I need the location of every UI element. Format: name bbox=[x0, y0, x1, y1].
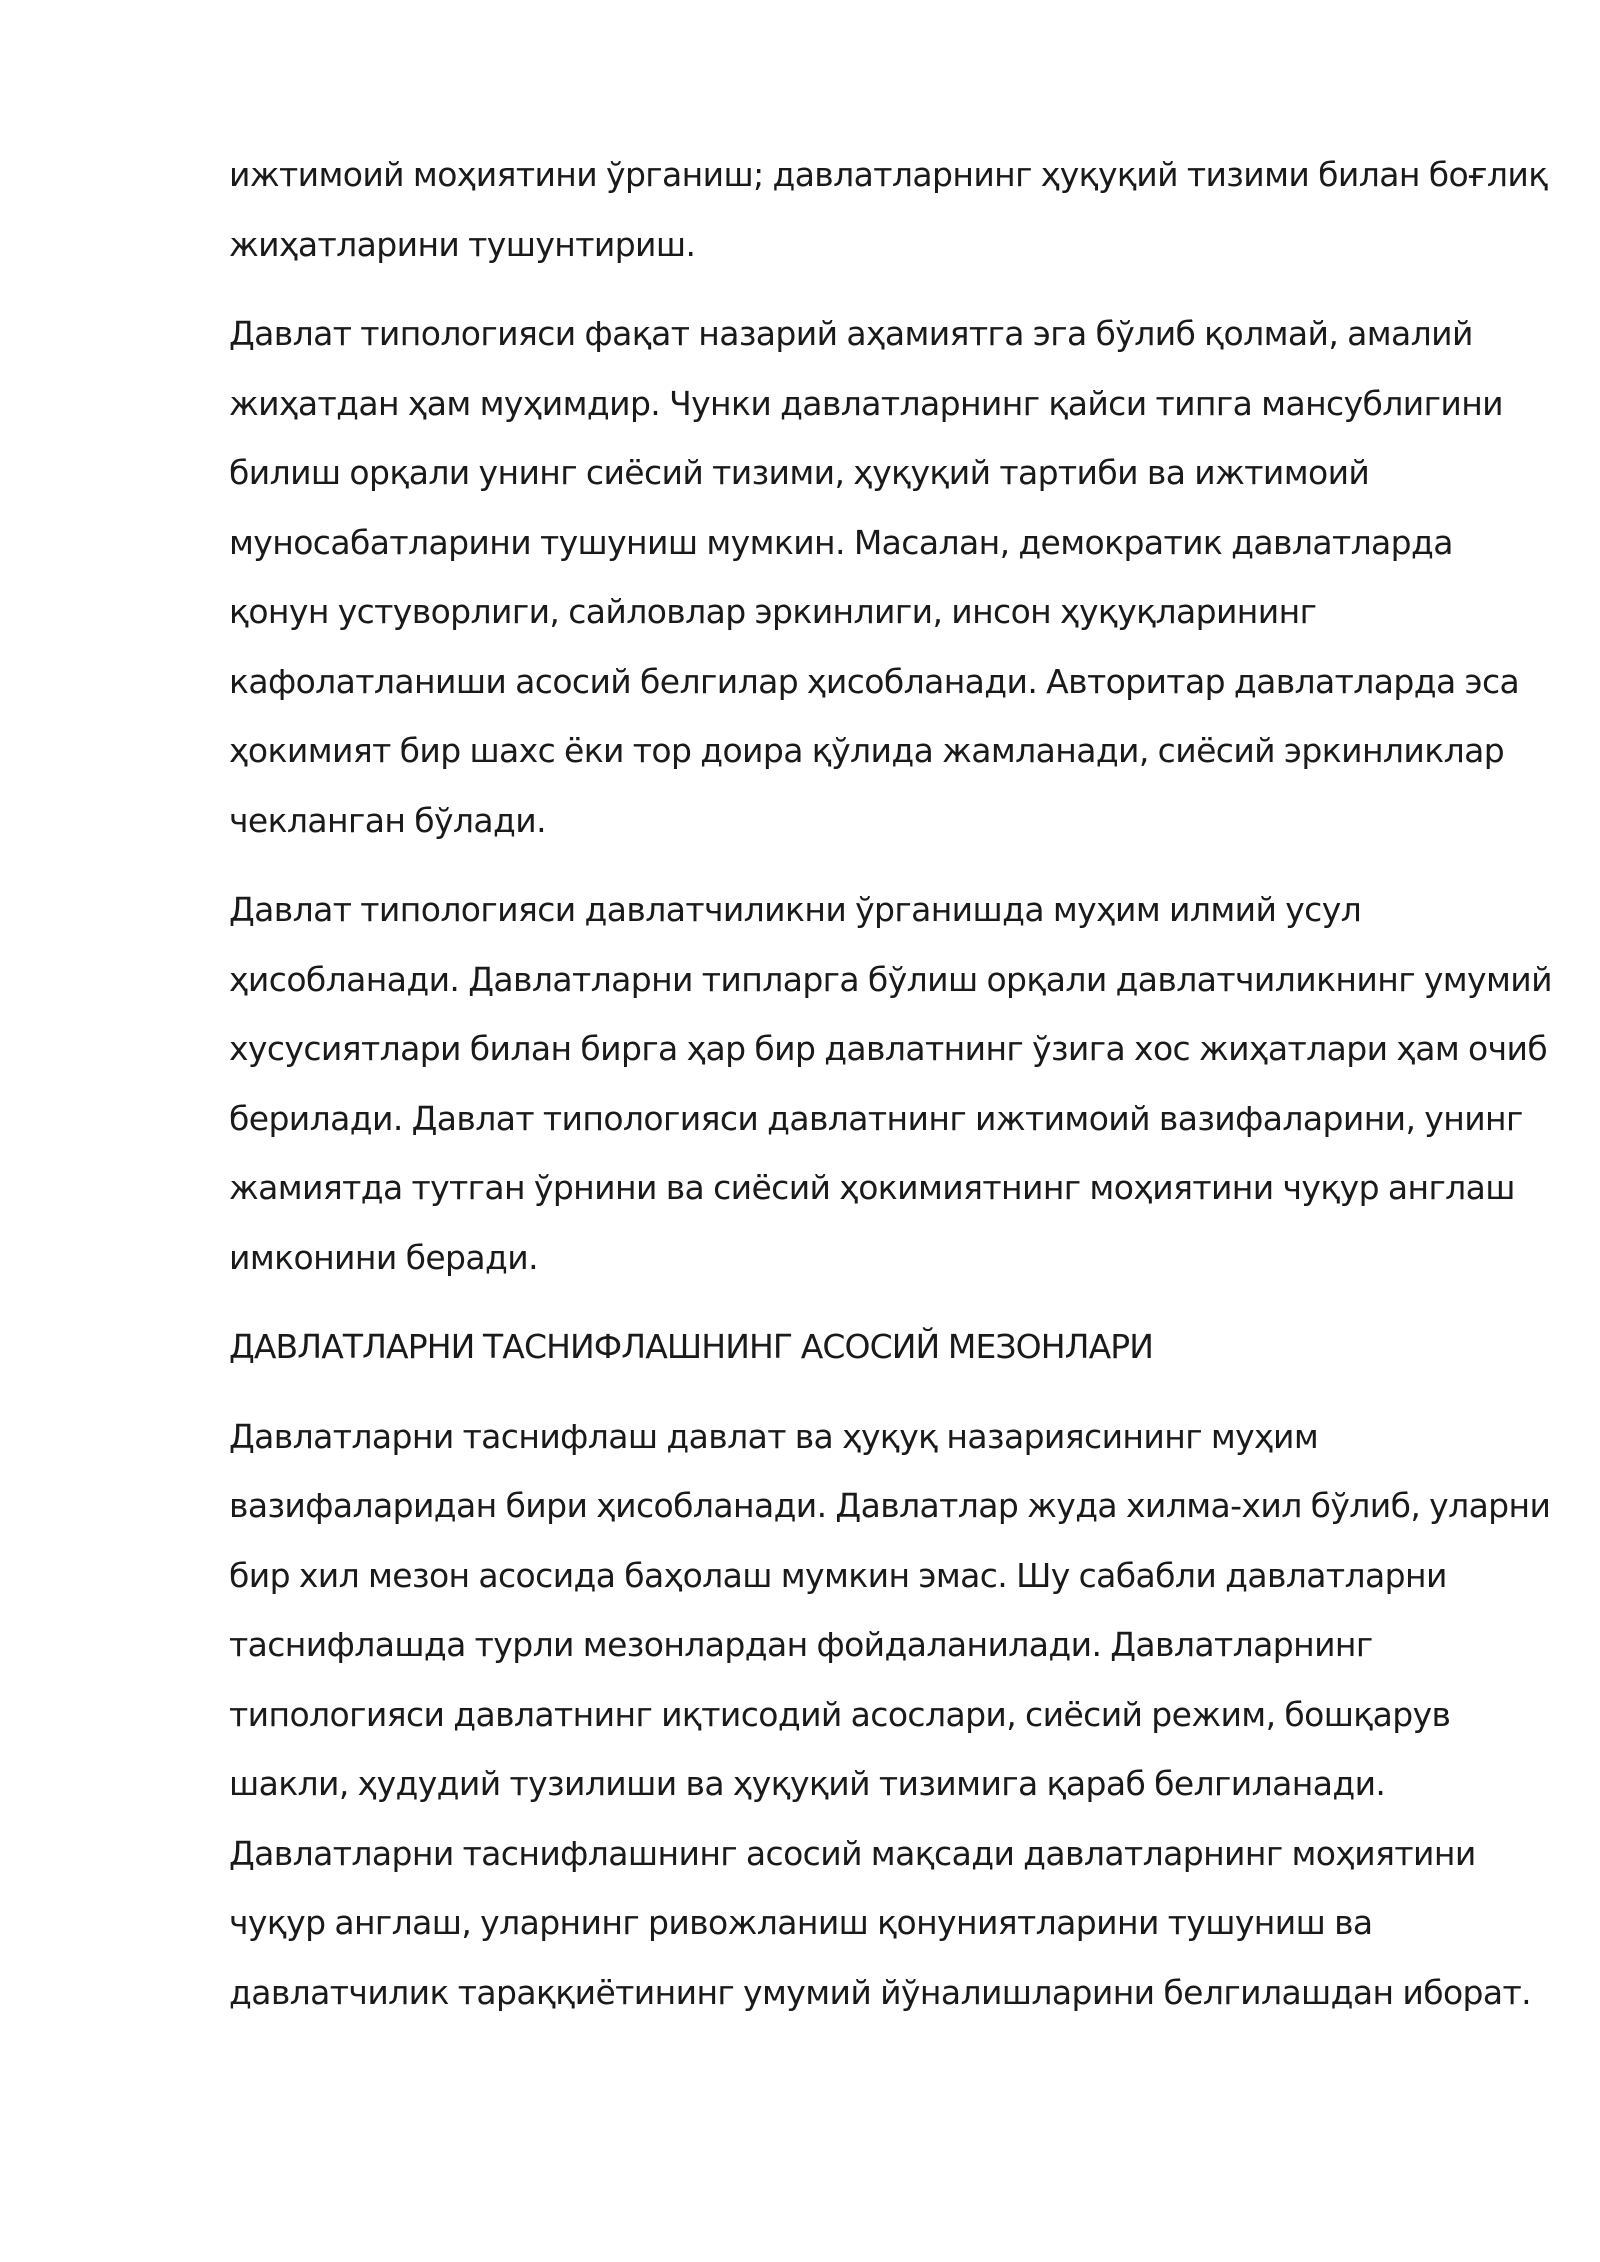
text-line: ҳокимият бир шахс ёки тор доира қўлида жамланади, сиёсий эркинликлар bbox=[229, 731, 1505, 770]
paragraph-1 bbox=[229, 140, 1548, 279]
text-line: типологияси давлатнинг иқтисодий асослари, сиёсий режим, бошқарув bbox=[229, 1694, 1451, 1734]
text-line: Давлат типологияси фақат назарий аҳамиятга эга бўлиб қолмай, амалий bbox=[229, 314, 1473, 353]
text-line: Давлатларни таснифлашнинг асосий мақсади давлатларнинг моҳиятини bbox=[229, 1833, 1476, 1873]
text-line: чуқур англаш, уларнинг ривожланиш қонуниятларини тушуниш ва bbox=[229, 1903, 1373, 1942]
text-line: жиҳатдан ҳам муҳимдир. Чунки давлатларнинг қайси типга мансублигини bbox=[229, 383, 1504, 423]
text-line: Давлат типологияси давлатчиликни ўрганишда муҳим илмий усул bbox=[229, 890, 1362, 929]
text-line: шакли, ҳудудий тузилиши ва ҳуқуқий тизимига қараб белгиланади. bbox=[229, 1764, 1386, 1803]
paragraph-2 bbox=[229, 299, 1520, 855]
text-line: жиҳатларини тушунтириш. bbox=[229, 224, 696, 264]
text-line: Давлатларни таснифлаш давлат ва ҳуқуқ назариясининг муҳим bbox=[229, 1416, 1319, 1456]
text-line: кафолатланиши асосий белгилар ҳисобланади. Авторитар давлатларда эса bbox=[229, 661, 1520, 701]
text-line: бир хил мезон асосида баҳолаш мумкин эмас. Шу сабабли давлатларни bbox=[229, 1555, 1447, 1595]
document-body bbox=[229, 140, 1552, 2027]
text-line: ҳисобланади. Давлатларни типларга бўлиш орқали давлатчиликнинг умумий bbox=[229, 959, 1552, 999]
text-line: қонун устуворлиги, сайловлар эркинлиги, инсон ҳуқуқларининг bbox=[229, 592, 1317, 631]
text-line: чекланган бўлади. bbox=[229, 800, 546, 840]
section-heading bbox=[229, 1312, 1490, 1382]
paragraph-4 bbox=[229, 1402, 1551, 2028]
text-line: билиш орқали унинг сиёсий тизими, ҳуқуқий тартиби ва ижтимоий bbox=[229, 453, 1370, 492]
text-line: ижтимоий моҳиятини ўрганиш; давлатларнинг ҳуқуқий тизими билан боғлиқ bbox=[229, 155, 1548, 194]
heading-line: ДАВЛАТЛАРНИ ТАСНИФЛАШНИНГ АСОСИЙ МЕЗОНЛАРИ bbox=[229, 1327, 1154, 1366]
text-line: хусусиятлари билан бирга ҳар бир давлатнинг ўзига хос жиҳатлари ҳам очиб bbox=[229, 1029, 1548, 1068]
paragraph-3 bbox=[229, 875, 1552, 1292]
text-line: имконини беради. bbox=[229, 1237, 538, 1277]
text-line: вазифаларидан бири ҳисобланади. Давлатлар жуда хилма-хил бўлиб, уларни bbox=[229, 1486, 1551, 1525]
text-line: давлатчилик тараққиётининг умумий йўналишларини белгилашдан иборат. bbox=[229, 1972, 1532, 2012]
text-line: берилади. Давлат типологияси давлатнинг ижтимоий вазифаларини, унинг bbox=[229, 1098, 1523, 1138]
text-line: таснифлашда турли мезонлардан фойдаланилади. Давлатларнинг bbox=[229, 1625, 1373, 1664]
text-line: жамиятда тутган ўрнини ва сиёсий ҳокимиятнинг моҳиятини чуқур англаш bbox=[229, 1168, 1515, 1207]
text-line: муносабатларини тушуниш мумкин. Масалан, демократик давлатларда bbox=[229, 522, 1453, 562]
